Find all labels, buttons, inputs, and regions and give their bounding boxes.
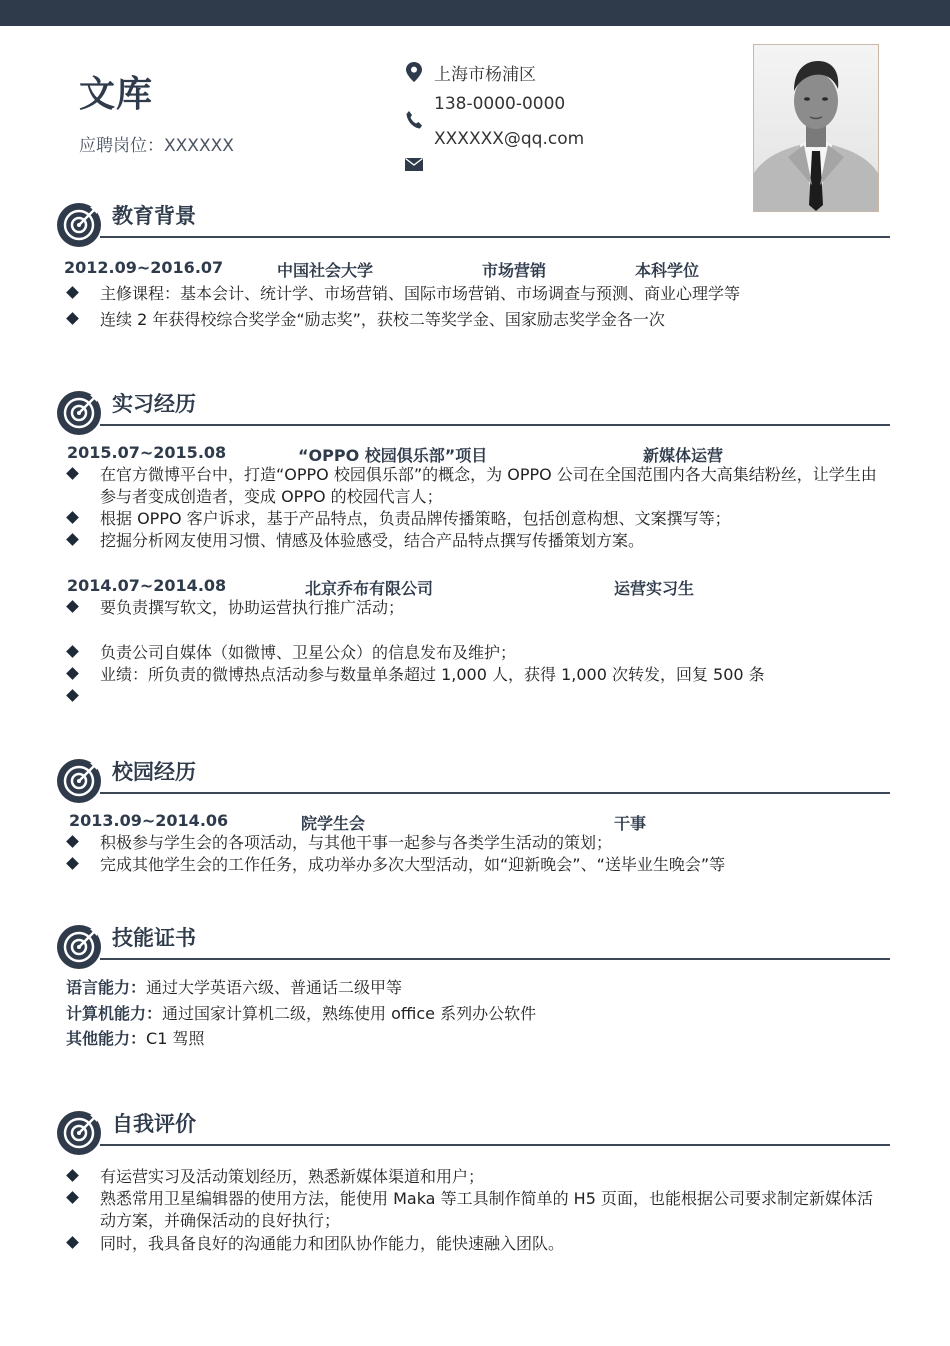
section-skills [56,920,890,968]
section-self-evaluation [56,1106,890,1154]
job-applied: 应聘岗位：XXXXXX [79,136,234,156]
edu-school: 中国社会大学 [277,261,374,280]
section-divider [100,424,890,426]
target-icon [56,202,102,248]
section-title: 教育背景 [112,204,196,228]
job-date: 2015.07~2015.08 [67,443,227,462]
edu-degree: 本科学位 [635,261,700,280]
section-education [56,198,890,246]
phone-row [404,107,424,133]
campus-org: 院学生会 [301,814,366,833]
email-row [404,151,424,177]
profile-photo [753,44,879,212]
edu-date: 2012.09~2016.07 [64,258,224,277]
section-title: 校园经历 [112,760,196,784]
location-row [404,59,424,85]
section-title: 技能证书 [112,926,196,950]
phone-text: 138-0000-0000 [434,94,566,114]
job-org: “OPPO 校园俱乐部”项目 [298,446,488,465]
section-internship [56,386,890,434]
target-icon [56,924,102,970]
section-divider [100,792,890,794]
section-title: 实习经历 [112,392,196,416]
top-bar [0,0,950,26]
job-date: 2014.07~2014.08 [67,576,227,595]
section-divider [100,1144,890,1146]
job-role: 新媒体运营 [643,446,724,465]
skill-language: 语言能力：通过大学英语六级、普通话二级甲等 [66,978,403,997]
target-icon [56,758,102,804]
email-text: XXXXXX@qq.com [434,129,585,149]
location-text: 上海市杨浦区 [434,65,536,85]
candidate-name: 文库 [79,74,154,115]
phone-icon [404,110,424,130]
section-divider [100,236,890,238]
target-icon [56,390,102,436]
job-role: 运营实习生 [614,579,695,598]
section-title: 自我评价 [112,1112,196,1136]
target-icon [56,1110,102,1156]
campus-date: 2013.09~2014.06 [69,811,229,830]
skill-other: 其他能力：C1 驾照 [66,1029,205,1048]
skill-computer: 计算机能力：通过国家计算机二级，熟练使用 office 系列办公软件 [66,1004,537,1023]
location-pin-icon [404,62,424,82]
edu-major: 市场营销 [482,261,547,280]
campus-role: 干事 [614,814,647,833]
section-campus [56,754,890,802]
section-divider [100,958,890,960]
email-icon [404,154,424,174]
job-org: 北京乔布有限公司 [305,579,434,598]
